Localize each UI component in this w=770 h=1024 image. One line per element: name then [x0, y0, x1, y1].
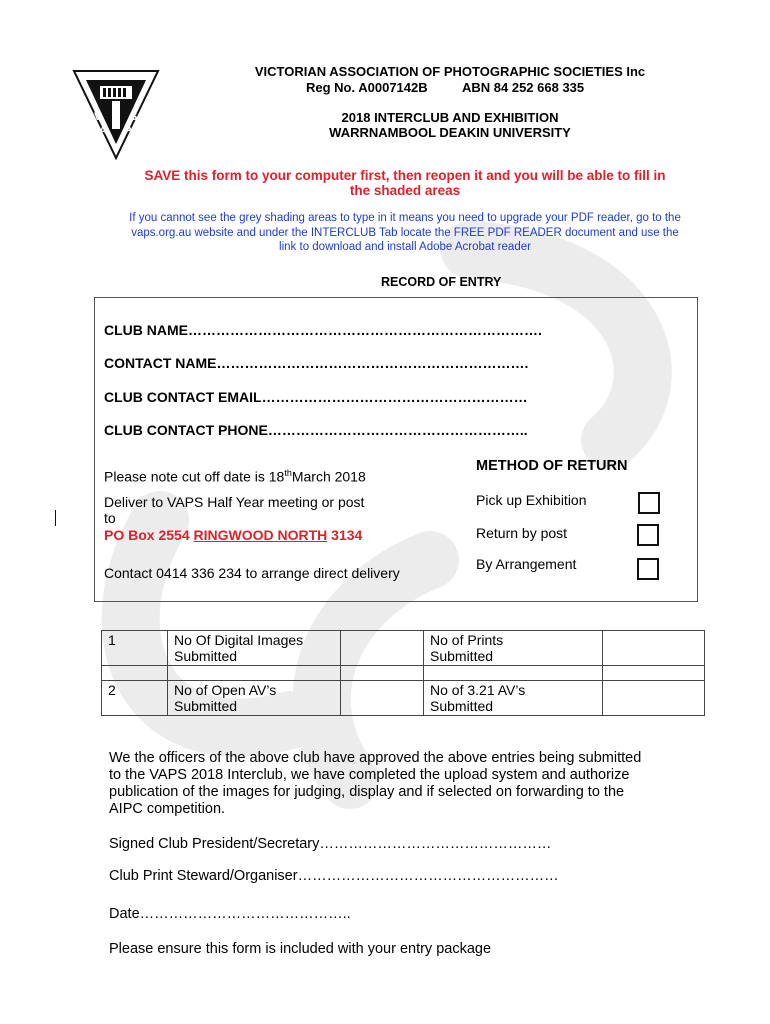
record-of-entry-box	[94, 297, 698, 602]
deliver-line-1: Deliver to VAPS Half Year meeting or post	[104, 494, 365, 510]
logo-letter-a: A	[99, 125, 107, 137]
reg-number: Reg No. A0007142B	[306, 80, 428, 95]
digital-images-label	[168, 631, 341, 666]
date-field[interactable]: Date……………………………………..	[109, 906, 351, 922]
digital-images-input[interactable]	[341, 631, 424, 666]
321-avs-input[interactable]	[603, 681, 705, 716]
logo-letter-v: V	[94, 111, 102, 123]
event-title: 2018 INTERCLUB AND EXHIBITION	[341, 110, 559, 125]
cutoff-text-pre: Please note cut off date is 18	[104, 468, 285, 485]
venue-title: WARRNAMBOOL DEAKIN UNIVERSITY	[329, 125, 571, 140]
contact-phone-note: Contact 0414 336 234 to arrange direct delivery	[104, 565, 400, 581]
method-label-pickup: Pick up Exhibition	[476, 492, 587, 508]
method-label-arrangement: By Arrangement	[476, 556, 577, 572]
row-number: 1	[102, 631, 168, 666]
save-warning-line-2: the shaded areas	[349, 183, 461, 198]
open-avs-label-2: Submitted	[174, 698, 238, 714]
president-signature-field[interactable]: Signed Club President/Secretary…………………………………………	[109, 836, 552, 852]
info-line-2: vaps.org.au website and under the INTERCLUB Tab locate the FREE PDF READER document and use the	[131, 227, 679, 239]
org-name: VICTORIAN ASSOCIATION OF PHOTOGRAPHIC SOCIETIES Inc	[254, 64, 646, 79]
abn-number: ABN 84 252 668 335	[462, 80, 585, 95]
logo-letter-p: P	[124, 125, 132, 137]
cutoff-date-note	[104, 465, 366, 485]
contact-name-field[interactable]: CONTACT NAME………………………………………………………….	[104, 355, 529, 371]
digital-images-label-1: No Of Digital Images	[174, 632, 304, 648]
321-avs-label-1: No of 3.21 AV’s	[430, 682, 526, 698]
club-name-field[interactable]: CLUB NAME………………………………………………………………….	[104, 322, 542, 338]
record-title: RECORD OF ENTRY	[381, 275, 502, 289]
digital-images-label-2: Submitted	[174, 648, 238, 664]
method-of-return-title: METHOD OF RETURN	[476, 458, 628, 474]
table-row	[102, 631, 705, 666]
statement-line-4: AIPC competition.	[109, 801, 226, 817]
cutoff-text-sup: th	[284, 468, 292, 478]
prints-label-1: No of Prints	[430, 632, 504, 648]
open-avs-label	[168, 681, 341, 716]
deliver-line-2: to	[104, 510, 116, 526]
statement-line-2: to the VAPS 2018 Interclub, we have completed the upload system and authorize	[109, 767, 630, 783]
open-avs-input[interactable]	[341, 681, 424, 716]
submissions-table	[101, 630, 705, 716]
checkbox-pickup-exhibition[interactable]	[638, 492, 660, 514]
steward-signature-field[interactable]: Club Print Steward/Organiser………………………………………………	[109, 868, 559, 884]
checkbox-by-arrangement[interactable]	[637, 558, 659, 580]
prints-label-2: Submitted	[430, 648, 494, 664]
321-avs-label	[424, 681, 603, 716]
table-spacer-row	[102, 666, 705, 681]
club-phone-field[interactable]: CLUB CONTACT PHONE………………………………………………..	[104, 422, 528, 438]
save-warning-line-1: SAVE this form to your computer first, then reopen it and you will be able to fill in	[144, 168, 666, 183]
prints-label	[424, 631, 603, 666]
row-number: 2	[102, 681, 168, 716]
po-box-number: PO Box 2554	[104, 527, 194, 543]
cutoff-text-post: March 2018	[291, 468, 366, 485]
open-avs-label-1: No of Open AV’s	[174, 682, 277, 698]
info-line-1: If you cannot see the grey shading areas to type in it means you need to upgrade your PDF reader, go to the	[129, 212, 681, 224]
info-line-3: link to download and install Adobe Acrobat reader	[279, 241, 531, 253]
statement-line-3: publication of the images for judging, display and if selected on forwarding to the	[109, 784, 625, 800]
checkbox-return-by-post[interactable]	[637, 524, 659, 546]
statement-line-1: We the officers of the above club have approved the above entries being submitted	[109, 750, 642, 766]
prints-input[interactable]	[603, 631, 705, 666]
table-row	[102, 681, 705, 716]
club-email-field[interactable]: CLUB CONTACT EMAIL…………………………………………………	[104, 389, 528, 405]
text-cursor	[55, 510, 56, 526]
po-box-address	[104, 527, 362, 543]
method-label-post: Return by post	[476, 525, 568, 541]
po-box-postcode: 3134	[327, 527, 363, 543]
logo-letter-s: S	[130, 111, 138, 123]
footer-note: Please ensure this form is included with your entry package	[109, 941, 492, 957]
vaps-logo	[72, 68, 160, 160]
po-box-suburb: RINGWOOD NORTH	[193, 527, 328, 543]
321-avs-label-2: Submitted	[430, 698, 494, 714]
